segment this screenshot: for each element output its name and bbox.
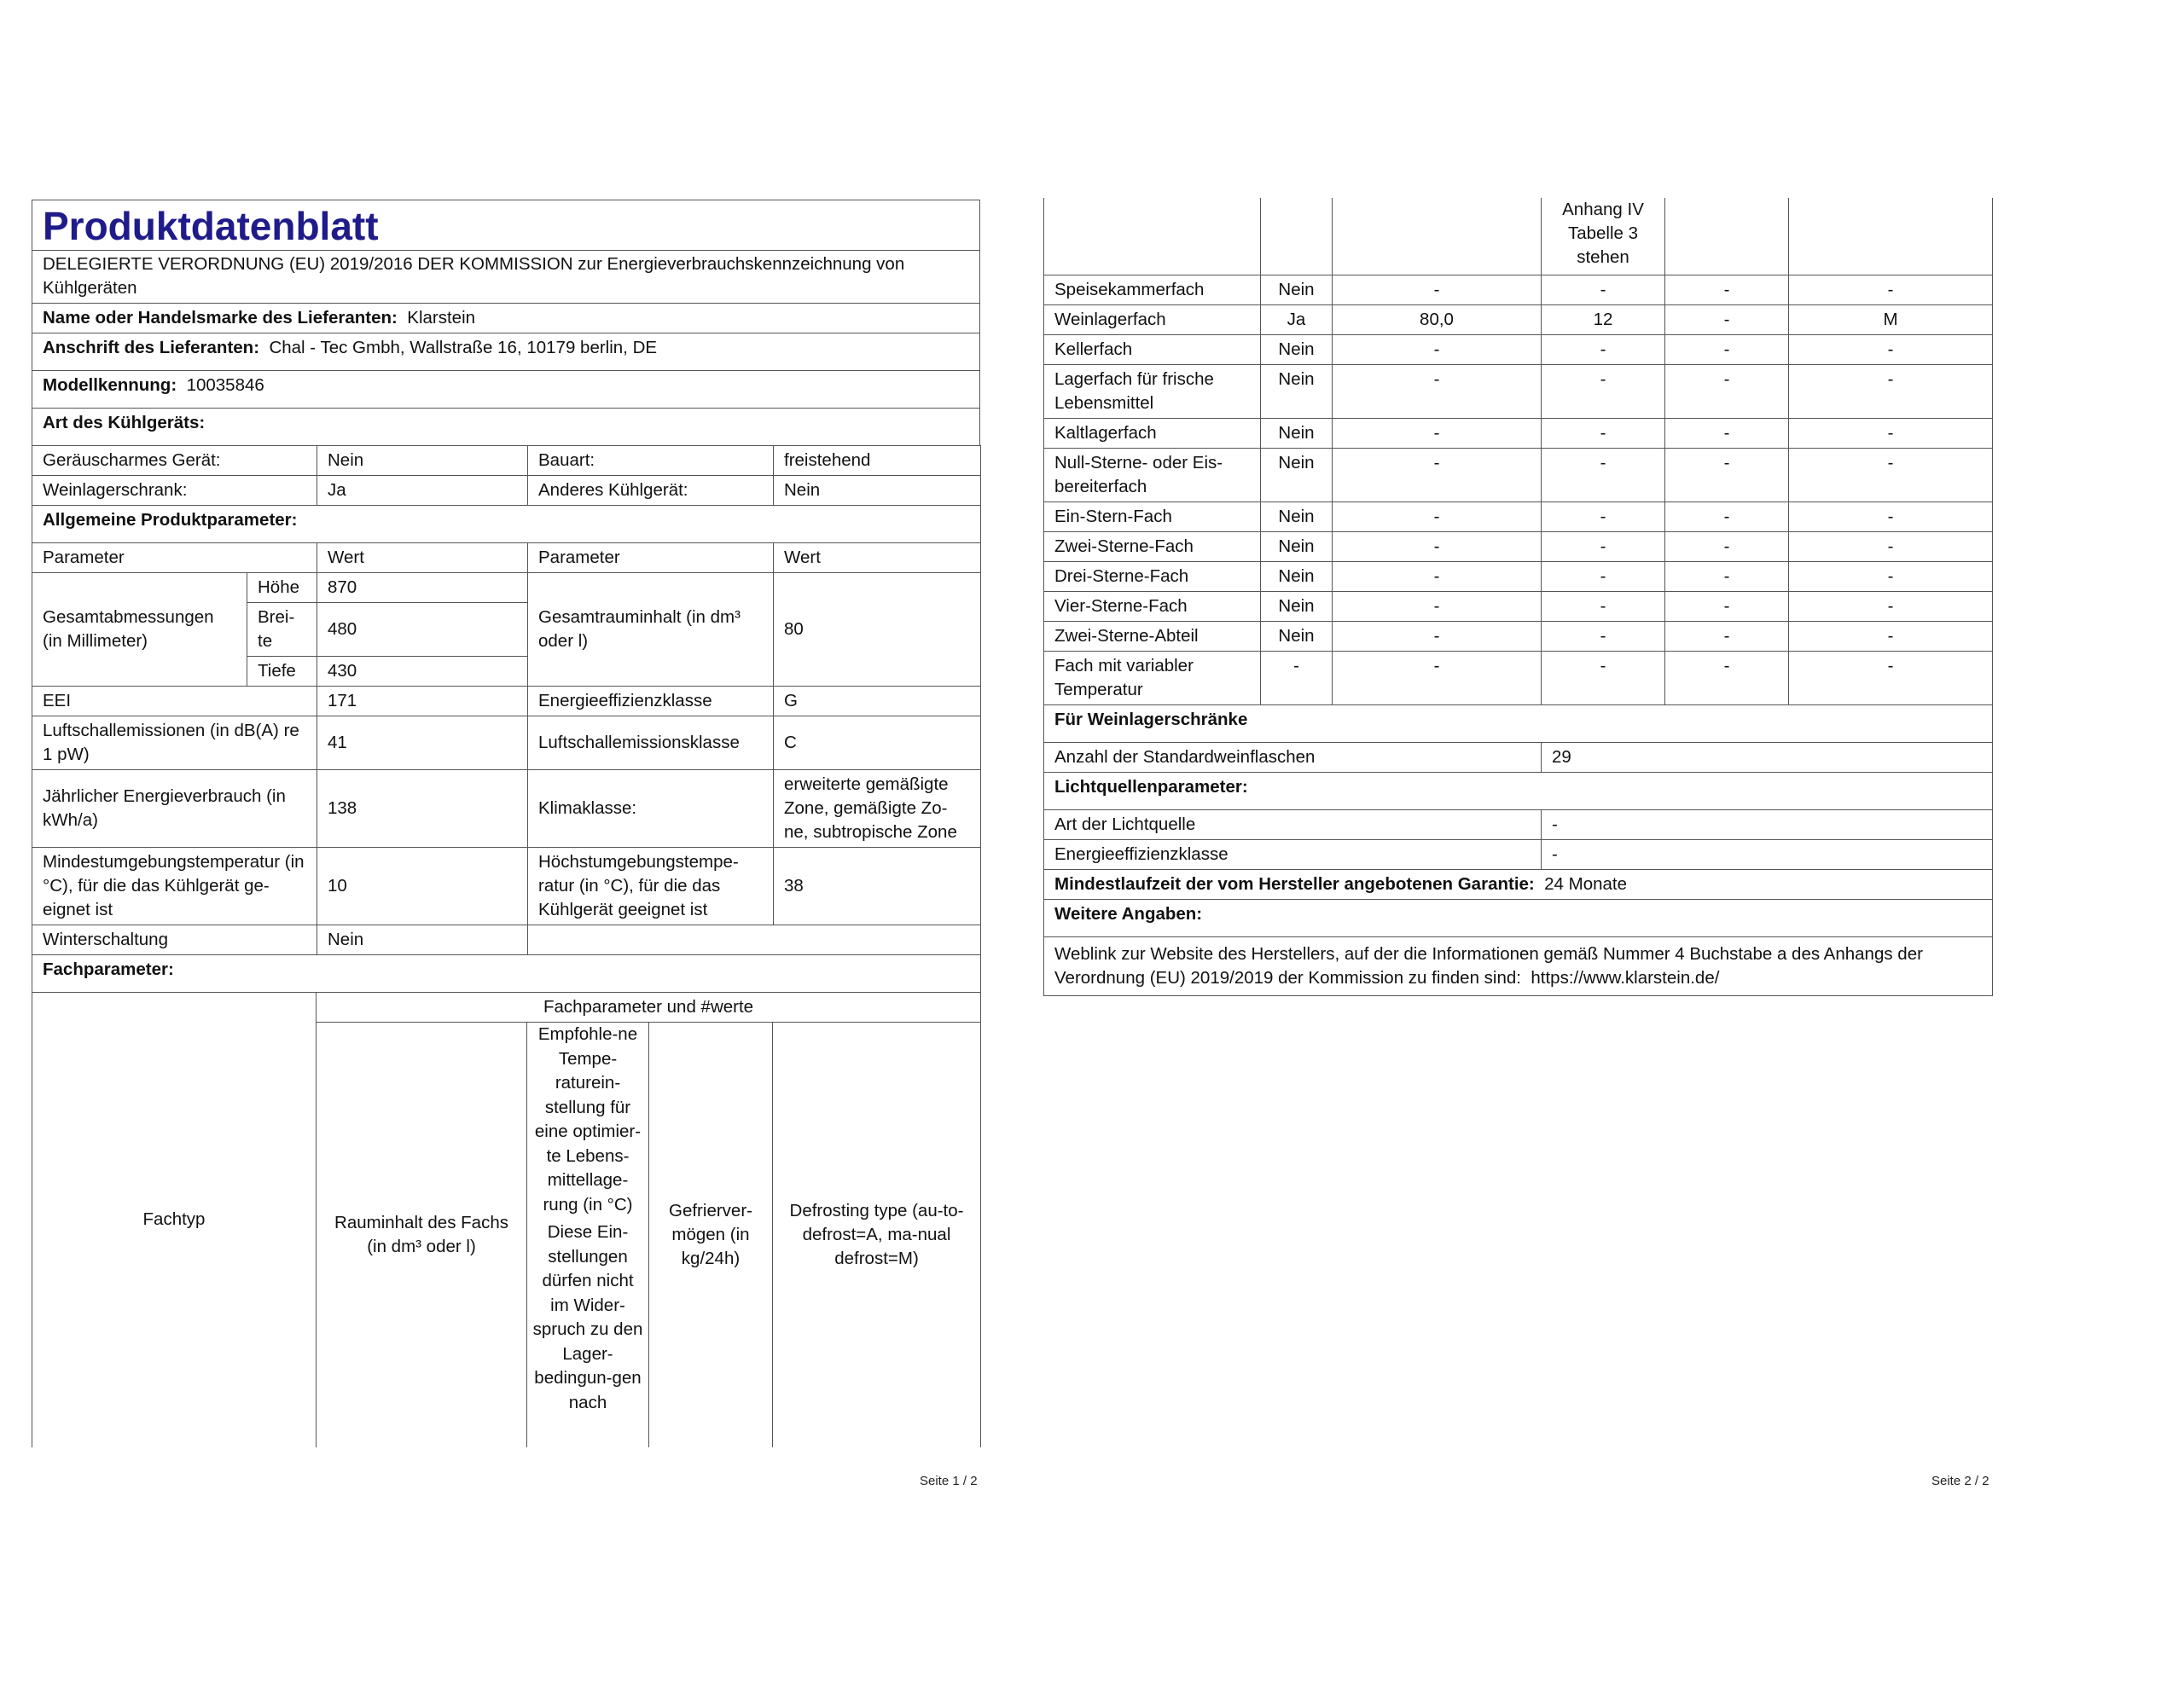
comp-temp: -	[1542, 532, 1665, 562]
comp-volume: -	[1333, 562, 1542, 592]
address-value: Chal - Tec Gmbh, Wallstraße 16, 10179 berlin, DE	[269, 338, 658, 357]
other-appliance-value: Nein	[774, 476, 981, 506]
cont-head-volume	[1333, 198, 1542, 275]
energy-class-value: G	[774, 687, 981, 716]
address-row	[32, 333, 980, 371]
comp-row	[1044, 592, 1993, 622]
comp-present: Nein	[1261, 335, 1333, 365]
design-label: Bauart:	[528, 446, 774, 476]
comp-header-table	[32, 992, 981, 1447]
cont-head-fachtyp	[1044, 198, 1261, 275]
comp-temp: -	[1542, 419, 1665, 449]
comp-present: Nein	[1261, 502, 1333, 532]
bottles-label: Anzahl der Standardweinflaschen	[1044, 743, 1542, 773]
comp-defrost: -	[1789, 419, 1993, 449]
comp-name: Null-Sterne- oder Eis-bereiterfach	[1044, 449, 1261, 502]
comp-name: Kaltlagerfach	[1044, 419, 1261, 449]
comp-volume: -	[1333, 449, 1542, 502]
comp-freeze: -	[1665, 449, 1789, 502]
page-2-footer: Seite 2 / 2	[1931, 1474, 1989, 1488]
weblink-url[interactable]: https://www.klarstein.de/	[1531, 968, 1720, 988]
comp-heading: Fachparameter:	[32, 955, 981, 993]
noise-label: Luftschallemissionen (in dB(A) re 1 pW)	[32, 716, 317, 770]
dims-label: Gesamtabmessungen (in Millimeter)	[32, 573, 247, 687]
supplier-label: Name oder Handelsmarke des Lieferanten:	[43, 308, 398, 328]
comp-defrost: -	[1789, 592, 1993, 622]
comp-name: Lagerfach für frische Lebensmittel	[1044, 365, 1261, 419]
max-temp-value: 38	[774, 848, 981, 925]
comp-row	[1044, 562, 1993, 592]
type-heading: Art des Kühlgeräts:	[32, 409, 980, 446]
model-row	[32, 371, 980, 409]
weblink-text: Weblink zur Website des Herstellers, auf der die Informationen gemäß Nummer 4 Buchstabe a des Anhangs der Verordnung (EU) 2019/2019 der Kommission zu finden sind:	[1054, 944, 1923, 988]
comp-volume: -	[1333, 592, 1542, 622]
comp-freeze: -	[1665, 305, 1789, 335]
low-noise-value: Nein	[317, 446, 528, 476]
comp-present: Nein	[1261, 592, 1333, 622]
comp-defrost: M	[1789, 305, 1993, 335]
comp-volume: -	[1333, 532, 1542, 562]
comp-name: Ein-Stern-Fach	[1044, 502, 1261, 532]
params-table	[32, 445, 981, 993]
comp-present: -	[1261, 652, 1333, 705]
comp-freeze: -	[1665, 622, 1789, 652]
comp-volume: -	[1333, 419, 1542, 449]
wine-cabinet-value: Ja	[317, 476, 528, 506]
comp-freeze: -	[1665, 532, 1789, 562]
comp-volume: -	[1333, 622, 1542, 652]
address-label: Anschrift des Lieferanten:	[43, 338, 260, 357]
comp-defrost: -	[1789, 275, 1993, 305]
comp-freeze: -	[1665, 365, 1789, 419]
comp-row	[1044, 335, 1993, 365]
page-1-footer: Seite 1 / 2	[920, 1474, 978, 1488]
page-2	[1043, 198, 1992, 996]
climate-class-value: erweiterte gemäßigte Zone, gemäßigte Zo-ne, subtropische Zone	[774, 770, 981, 848]
supplier-row	[32, 304, 980, 333]
comp-defrost: -	[1789, 502, 1993, 532]
height-value: 870	[317, 573, 528, 603]
annual-energy-value: 138	[317, 770, 528, 848]
comp-freeze: -	[1665, 275, 1789, 305]
cont-head-defrost	[1789, 198, 1993, 275]
climate-class-label: Klimaklasse:	[528, 770, 774, 848]
winter-value: Nein	[317, 925, 528, 955]
cont-head-present	[1261, 198, 1333, 275]
page-1	[32, 200, 980, 1447]
comp-temp: -	[1542, 502, 1665, 532]
header-temp-line-a: Empfohle-ne Tempe-raturein-stellung für eine optimier-te Lebens-mittellage-rung (in °C)	[534, 1024, 642, 1215]
header-temp-line-b: Diese Ein-stellungen dürfen nicht im Wider-spruch zu den Lager-bedingun-gen nach	[532, 1222, 643, 1412]
comp-volume: 80,0	[1333, 305, 1542, 335]
light-heading: Lichtquellenparameter:	[1044, 773, 1993, 810]
low-noise-label: Geräuscharmes Gerät:	[32, 446, 317, 476]
comp-freeze: -	[1665, 592, 1789, 622]
comp-present: Nein	[1261, 449, 1333, 502]
regulation-text: DELEGIERTE VERORDNUNG (EU) 2019/2016 DER KOMMISSION zur Energieverbrauchskennzeichnung von Kühlgeräten	[32, 251, 980, 304]
volume-value: 80	[774, 573, 981, 687]
light-class-label: Energieeffizienzklasse	[1044, 840, 1542, 870]
noise-value: 41	[317, 716, 528, 770]
comp-row	[1044, 449, 1993, 502]
comp-row	[1044, 305, 1993, 335]
wine-light-table	[1043, 704, 1993, 996]
comp-present: Ja	[1261, 305, 1333, 335]
col-value-right: Wert	[774, 543, 981, 573]
comp-freeze: -	[1665, 562, 1789, 592]
comp-present: Nein	[1261, 622, 1333, 652]
comp-present: Nein	[1261, 562, 1333, 592]
width-label: Brei-te	[247, 603, 317, 657]
weblink-row	[1044, 937, 1993, 996]
comp-continued-table	[1043, 198, 1993, 705]
comp-present: Nein	[1261, 419, 1333, 449]
min-temp-label: Mindestumgebungstemperatur (in °C), für die das Kühlgerät ge-eignet ist	[32, 848, 317, 925]
model-label: Modellkennung:	[43, 375, 177, 395]
warranty-value: 24 Monate	[1544, 874, 1628, 894]
comp-temp: -	[1542, 592, 1665, 622]
comp-defrost: -	[1789, 532, 1993, 562]
noise-class-value: C	[774, 716, 981, 770]
comp-name: Vier-Sterne-Fach	[1044, 592, 1261, 622]
max-temp-label: Höchstumgebungstempe-ratur (in °C), für die das Kühlgerät geeignet ist	[528, 848, 774, 925]
comp-name: Drei-Sterne-Fach	[1044, 562, 1261, 592]
comp-defrost: -	[1789, 449, 1993, 502]
header-volume: Rauminhalt des Fachs (in dm³ oder l)	[317, 1023, 527, 1448]
comp-name: Zwei-Sterne-Abteil	[1044, 622, 1261, 652]
header-fachtyp: Fachtyp	[32, 993, 317, 1448]
comp-temp: -	[1542, 562, 1665, 592]
bottles-value: 29	[1542, 743, 1993, 773]
energy-class-label: Energieeffizienzklasse	[528, 687, 774, 716]
comp-row	[1044, 532, 1993, 562]
comp-row	[1044, 622, 1993, 652]
more-heading: Weitere Angaben:	[1044, 900, 1993, 937]
comp-row	[1044, 502, 1993, 532]
wine-heading: Für Weinlagerschränke	[1044, 705, 1993, 743]
comp-name: Fach mit variabler Temperatur	[1044, 652, 1261, 705]
winter-label: Winterschaltung	[32, 925, 317, 955]
document-title: Produktdatenblatt	[32, 200, 980, 251]
comp-name: Kellerfach	[1044, 335, 1261, 365]
comp-volume: -	[1333, 652, 1542, 705]
comp-defrost: -	[1789, 335, 1993, 365]
depth-value: 430	[317, 657, 528, 687]
eei-label: EEI	[32, 687, 317, 716]
header-freeze: Gefrierver-mögen (in kg/24h)	[649, 1023, 773, 1448]
comp-volume: -	[1333, 335, 1542, 365]
warranty-label: Mindestlaufzeit der vom Hersteller angebotenen Garantie:	[1054, 874, 1535, 894]
comp-present: Nein	[1261, 532, 1333, 562]
comp-freeze: -	[1665, 335, 1789, 365]
comp-present: Nein	[1261, 365, 1333, 419]
volume-label: Gesamtrauminhalt (in dm³ oder l)	[528, 573, 774, 687]
comp-volume: -	[1333, 502, 1542, 532]
eei-value: 171	[317, 687, 528, 716]
comp-row	[1044, 365, 1993, 419]
comp-freeze: -	[1665, 419, 1789, 449]
cont-head-freeze	[1665, 198, 1789, 275]
comp-row	[1044, 652, 1993, 705]
comp-present: Nein	[1261, 275, 1333, 305]
comp-row	[1044, 275, 1993, 305]
wine-cabinet-label: Weinlagerschrank:	[32, 476, 317, 506]
comp-group-header: Fachparameter und #werte	[317, 993, 981, 1023]
comp-temp: -	[1542, 652, 1665, 705]
comp-temp: -	[1542, 449, 1665, 502]
comp-temp: -	[1542, 622, 1665, 652]
cont-head-temp: Anhang IV Tabelle 3 stehen	[1542, 198, 1665, 275]
comp-defrost: -	[1789, 622, 1993, 652]
comp-volume: -	[1333, 275, 1542, 305]
comp-defrost: -	[1789, 652, 1993, 705]
width-value: 480	[317, 603, 528, 657]
col-param-left: Parameter	[32, 543, 317, 573]
comp-freeze: -	[1665, 652, 1789, 705]
header-defrost: Defrosting type (au-to-defrost=A, ma-nual defrost=M)	[773, 1023, 981, 1448]
light-class-value: -	[1542, 840, 1993, 870]
comp-temp: -	[1542, 365, 1665, 419]
design-value: freistehend	[774, 446, 981, 476]
header-table	[32, 200, 980, 446]
col-param-right: Parameter	[528, 543, 774, 573]
comp-temp: 12	[1542, 305, 1665, 335]
model-value: 10035846	[186, 375, 264, 395]
height-label: Höhe	[247, 573, 317, 603]
comp-row	[1044, 419, 1993, 449]
annual-energy-label: Jährlicher Energieverbrauch (in kWh/a)	[32, 770, 317, 848]
comp-volume: -	[1333, 365, 1542, 419]
general-heading: Allgemeine Produktparameter:	[32, 506, 981, 543]
comp-name: Speisekammerfach	[1044, 275, 1261, 305]
comp-defrost: -	[1789, 365, 1993, 419]
other-appliance-label: Anderes Kühlgerät:	[528, 476, 774, 506]
min-temp-value: 10	[317, 848, 528, 925]
comp-rows	[1044, 275, 1993, 705]
comp-name: Weinlagerfach	[1044, 305, 1261, 335]
supplier-value: Klarstein	[407, 308, 476, 328]
comp-defrost: -	[1789, 562, 1993, 592]
winter-empty	[528, 925, 981, 955]
light-type-label: Art der Lichtquelle	[1044, 810, 1542, 840]
comp-temp: -	[1542, 335, 1665, 365]
warranty-row	[1044, 870, 1993, 900]
comp-name: Zwei-Sterne-Fach	[1044, 532, 1261, 562]
comp-freeze: -	[1665, 502, 1789, 532]
light-type-value: -	[1542, 810, 1993, 840]
header-temp	[527, 1023, 649, 1448]
noise-class-label: Luftschallemissionsklasse	[528, 716, 774, 770]
depth-label: Tiefe	[247, 657, 317, 687]
col-value-left: Wert	[317, 543, 528, 573]
comp-temp: -	[1542, 275, 1665, 305]
